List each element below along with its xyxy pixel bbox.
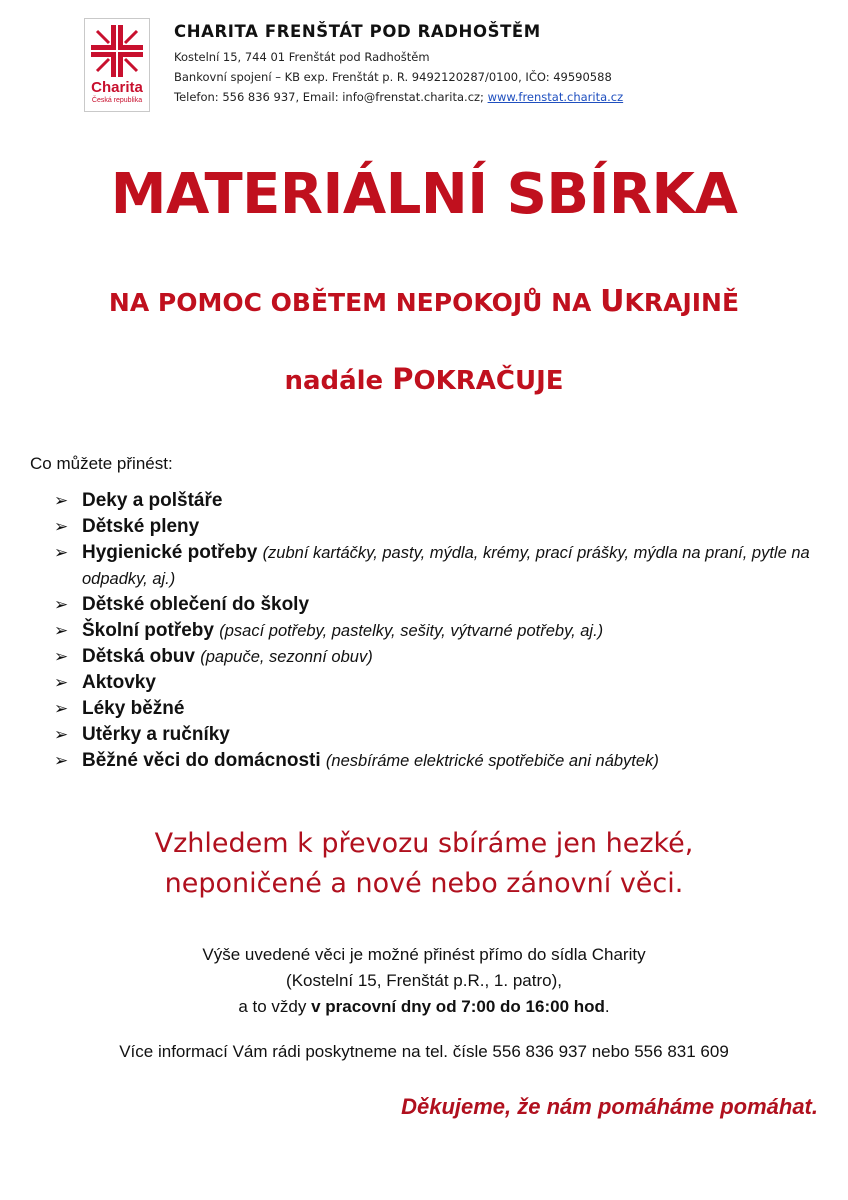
arrow-bullet-icon: ➢ <box>54 517 69 536</box>
list-item <box>54 670 824 696</box>
list-item <box>54 592 824 618</box>
subtitle <box>0 284 848 319</box>
item-label: Dětská obuv <box>82 646 195 667</box>
delivery-line-2: (Kostelní 15, Frenštát p.R., 1. patro), <box>286 971 562 990</box>
item-label: Dětské pleny <box>82 516 200 537</box>
item-label: Běžné věci do domácnosti <box>82 750 321 771</box>
delivery-line-3-suffix: . <box>604 997 610 1016</box>
list-item <box>54 644 824 670</box>
contact-info: Více informací Vám rádi poskytneme na tel. čísle 556 836 937 nebo 556 831 609 <box>119 1042 729 1061</box>
item-label: Deky a polštáře <box>82 490 223 511</box>
item-note: (psací potřeby, pastelky, sešity, výtvarné potřeby, aj.) <box>219 622 604 640</box>
item-label: Hygienické potřeby <box>82 542 258 563</box>
item-note: (papuče, sezonní obuv) <box>200 648 373 666</box>
charita-logo <box>84 18 150 112</box>
delivery-hours: v pracovní dny od 7:00 do 16:00 hod <box>311 997 605 1016</box>
list-item <box>54 748 824 774</box>
item-label: Dětské oblečení do školy <box>82 594 310 615</box>
org-info <box>174 22 623 107</box>
continues-heading <box>0 362 848 396</box>
item-label: Školní potřeby <box>82 620 214 641</box>
list-item <box>54 514 824 540</box>
item-note: (zubní kartáčky, pasty, mýdla, krémy, prací prášky, mýdla na praní, pytle na odpadky, aj.) <box>82 544 810 588</box>
item-label: Aktovky <box>82 672 156 693</box>
delivery-line-1: Výše uvedené věci je možné přinést přímo do sídla Charity <box>202 945 646 964</box>
arrow-bullet-icon: ➢ <box>54 751 69 770</box>
logo-subtitle: Česká republika <box>91 97 143 104</box>
subtitle-main: NA POMOC OBĚTEM NEPOKOJŮ NA <box>108 288 601 317</box>
continues-cap: P <box>392 362 414 396</box>
list-item <box>54 488 824 514</box>
letterhead <box>84 18 784 118</box>
arrow-bullet-icon: ➢ <box>54 595 69 614</box>
subtitle-cap: U <box>600 284 625 319</box>
continues-rest: OKRAČUJE <box>413 366 564 396</box>
notice-line-2: neponičené a nové nebo zánovní věci. <box>164 868 684 899</box>
charita-cross-icon <box>89 23 145 79</box>
thanks-message: Děkujeme, že nám pomáháme pomáhat. <box>401 1094 818 1119</box>
arrow-bullet-icon: ➢ <box>54 491 69 510</box>
notice <box>0 824 848 904</box>
arrow-bullet-icon: ➢ <box>54 621 69 640</box>
delivery-line-3-prefix: a to vždy <box>238 997 312 1016</box>
item-label: Léky běžné <box>82 698 185 719</box>
item-label: Utěrky a ručníky <box>82 724 230 745</box>
list-item <box>54 540 824 592</box>
arrow-bullet-icon: ➢ <box>54 647 69 666</box>
list-item <box>54 618 824 644</box>
website-link[interactable]: www.frenstat.charita.cz <box>487 90 624 104</box>
intro-text: Co můžete přinést: <box>30 454 173 473</box>
delivery-info <box>0 942 848 1020</box>
arrow-bullet-icon: ➢ <box>54 725 69 744</box>
page-title: MATERIÁLNÍ SBÍRKA <box>110 162 738 227</box>
continues-prefix: nadále <box>284 366 393 396</box>
arrow-bullet-icon: ➢ <box>54 543 69 562</box>
org-contact <box>174 87 623 107</box>
notice-line-1: Vzhledem k převozu sbíráme jen hezké, <box>154 828 694 859</box>
delivery-line-3 <box>0 994 848 1020</box>
arrow-bullet-icon: ➢ <box>54 699 69 718</box>
org-name: CHARITA FRENŠTÁT POD RADHOŠTĚM <box>174 22 541 41</box>
list-item <box>54 722 824 748</box>
logo-name: Charita <box>91 79 143 96</box>
org-bank: Bankovní spojení – KB exp. Frenštát p. R. 9492120287/0100, IČO: 49590588 <box>174 70 612 84</box>
arrow-bullet-icon: ➢ <box>54 673 69 692</box>
org-address: Kostelní 15, 744 01 Frenštát pod Radhoštěm <box>174 50 430 64</box>
item-list <box>54 488 824 774</box>
list-item <box>54 696 824 722</box>
org-contact-text: Telefon: 556 836 937, Email: info@frenstat.charita.cz; <box>174 90 488 104</box>
item-note: (nesbíráme elektrické spotřebiče ani nábytek) <box>325 752 659 770</box>
subtitle-rest: KRAJINĚ <box>624 288 740 317</box>
